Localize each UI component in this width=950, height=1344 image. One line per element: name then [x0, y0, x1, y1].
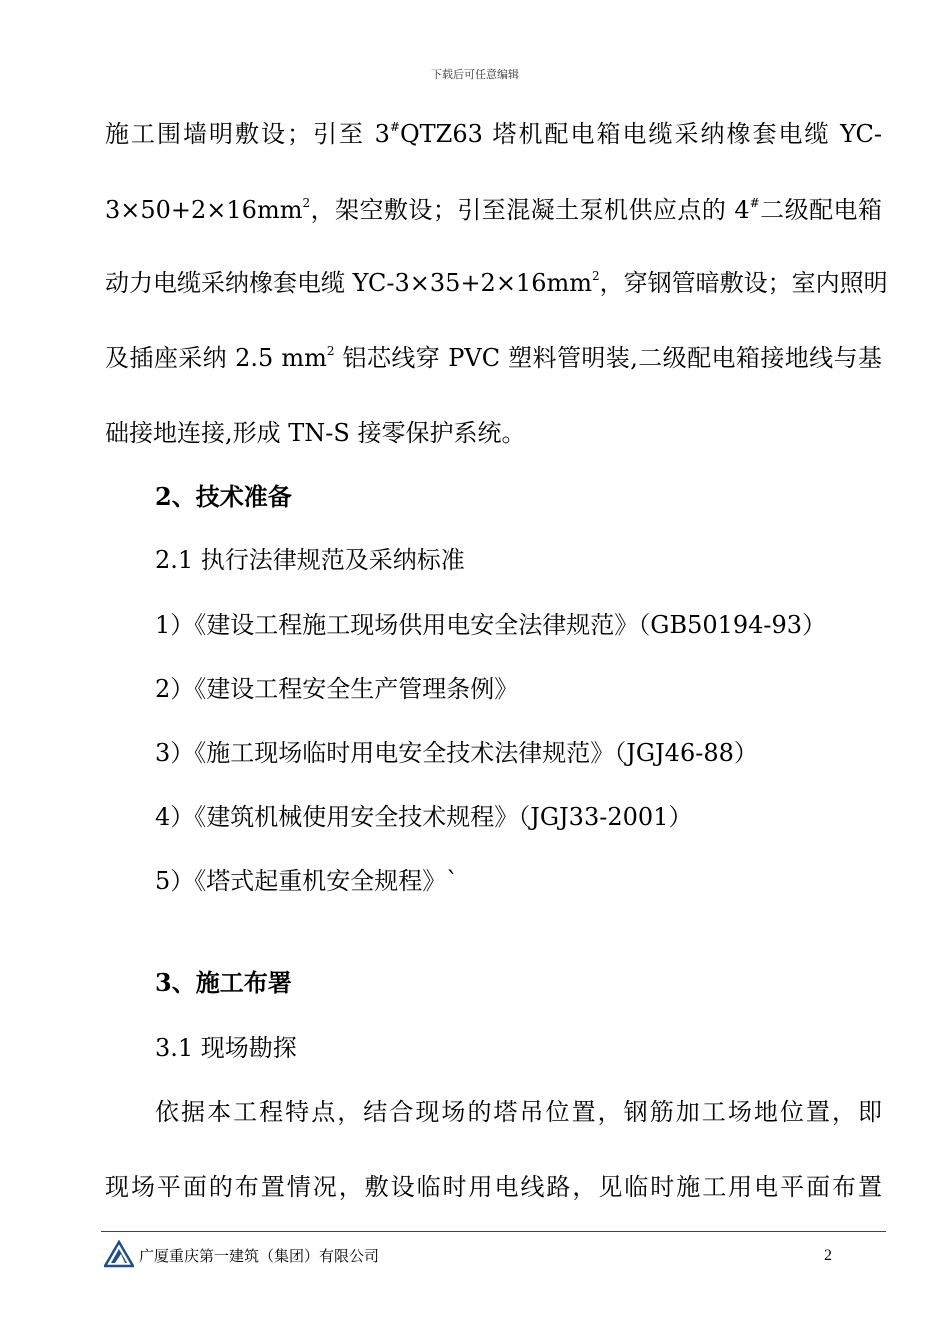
subsection-heading: 2.1 执行法律规范及采纳标准 [155, 546, 465, 574]
list-item: 1）《建设工程施工现场供用电安全法律规范》（GB50194-93） [155, 611, 827, 639]
page-header: 下载后可任意编辑 [431, 68, 519, 81]
list-item: 2）《建设工程安全生产管理条例》 [155, 675, 519, 703]
list-item: 3）《施工现场临时用电安全技术法律规范》（JGJ46-88） [155, 739, 758, 767]
subsection-heading: 3.1 现场勘探 [155, 1034, 297, 1062]
text-line: 础接地连接,形成 TN-S 接零保护系统。 [105, 419, 526, 447]
page-number: 2 [824, 1247, 832, 1264]
list-item: 4）《建筑机械使用安全技术规程》（JGJ33-2001） [155, 803, 693, 831]
text-line: $3\times 50+2\times 16mm^2$，架空敷设；引至混凝土泵机供应点的 4#二级配电箱 [105, 196, 882, 224]
text-line: 现场平面的布置情况，敷设临时用电线路，见临时施工用电平面布置 [105, 1173, 882, 1201]
text-line: 及插座采纳 2.5 $mm^2$ 铝芯线穿 PVC 塑料管明装,二级配电箱接地线与基 [105, 344, 882, 372]
text-line: 依据本工程特点，结合现场的塔吊位置，钢筋加工场地位置，即 [155, 1098, 882, 1126]
list-item: 5）《塔式起重机安全规程》` [155, 867, 459, 895]
company-logo-icon [104, 1240, 134, 1268]
text-line: 施工围墙明敷设；引至 3#QTZ63 塔机配电箱电缆采纳橡套电缆 YC- [105, 120, 882, 148]
section-heading: 2、技术准备 [155, 482, 292, 511]
text-line: 动力电缆采纳橡套电缆 $YC-3\times 35+2\times 16mm^2$，穿钢管暗敷设；室内照明 [105, 269, 888, 297]
section-heading: 3、施工布署 [155, 968, 292, 997]
footer-divider [101, 1231, 886, 1232]
footer-company-name: 广厦重庆第一建筑（集团）有限公司 [139, 1247, 380, 1265]
